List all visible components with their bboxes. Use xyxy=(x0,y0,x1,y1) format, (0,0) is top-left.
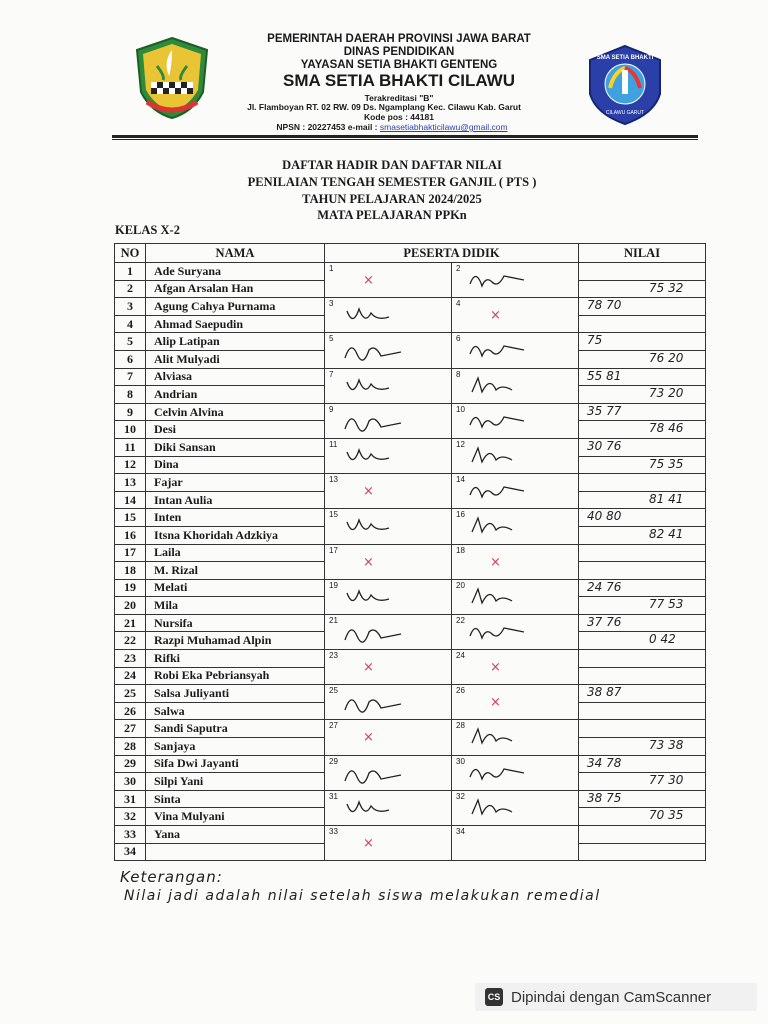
score-cell xyxy=(579,632,706,650)
handwritten-score: 37 76 xyxy=(587,614,622,629)
signature-cell-number: 9 xyxy=(329,404,334,414)
student-name: Sifa Dwi Jayanti xyxy=(146,755,325,773)
signature-cell-number: 18 xyxy=(456,545,465,555)
signature-cell-number: 11 xyxy=(329,439,338,449)
signature-cell xyxy=(325,474,452,509)
signature-cell xyxy=(452,474,579,509)
letterhead-postcode: Kode pos : 44181 xyxy=(364,112,434,122)
signature-cell xyxy=(325,544,452,579)
row-number: 19 xyxy=(115,579,146,597)
row-number: 24 xyxy=(115,667,146,685)
letterhead-department: DINAS PENDIDIKAN xyxy=(343,46,455,58)
score-cell xyxy=(579,368,706,386)
score-cell xyxy=(579,474,706,492)
signature-icon xyxy=(341,407,405,435)
signature-icon xyxy=(341,618,405,646)
student-name: Laila xyxy=(146,544,325,562)
signature-icon xyxy=(341,583,405,611)
header-no: NO xyxy=(115,244,146,263)
signature-cell-number: 3 xyxy=(329,299,334,309)
letterhead-divider-thin xyxy=(112,139,698,140)
student-name: Alip Latipan xyxy=(146,333,325,351)
score-cell xyxy=(579,350,706,368)
letterhead-accreditation: Terakreditasi "B" xyxy=(364,93,434,103)
row-number: 7 xyxy=(115,368,146,386)
score-cell xyxy=(579,720,706,738)
signature-icon xyxy=(468,266,532,294)
student-name: Diki Sansan xyxy=(146,438,325,456)
letterhead-address: Jl. Flamboyan RT. 02 RW. 09 Ds. Ngamplang Kec. Cilawu Kab. Garut xyxy=(247,102,521,112)
student-name: Alviasa xyxy=(146,368,325,386)
table-row xyxy=(115,755,706,773)
handwritten-score: 30 76 xyxy=(587,438,622,453)
handwritten-score: 78 46 xyxy=(649,421,684,436)
score-cell xyxy=(579,790,706,808)
camscanner-text: Dipindai dengan CamScanner xyxy=(511,988,712,1006)
handwritten-score: 77 53 xyxy=(649,597,684,612)
signature-cell-number: 16 xyxy=(456,510,465,520)
row-number: 30 xyxy=(115,773,146,791)
absent-mark-icon: × xyxy=(490,695,501,711)
absent-mark-icon: × xyxy=(363,836,374,851)
camscanner-icon: CS xyxy=(485,988,503,1006)
student-name: M. Rizal xyxy=(146,562,325,580)
signature-cell-number: 6 xyxy=(456,334,461,344)
signature-cell xyxy=(452,579,579,614)
score-cell xyxy=(579,773,706,791)
class-label: KELAS X-2 xyxy=(115,223,180,237)
table-row xyxy=(115,509,706,527)
signature-cell xyxy=(325,579,452,614)
signature-cell-number: 10 xyxy=(456,404,465,414)
signature-cell xyxy=(452,544,579,579)
handwritten-score: 82 41 xyxy=(649,526,684,541)
score-cell xyxy=(579,597,706,615)
score-cell xyxy=(579,650,706,668)
keterangan-label: Keterangan: xyxy=(120,868,223,886)
signature-cell xyxy=(452,298,579,333)
signature-cell-number: 21 xyxy=(329,615,338,625)
signature-cell-number: 26 xyxy=(456,686,465,696)
absent-mark-icon: × xyxy=(363,554,374,570)
letterhead-contact xyxy=(8,122,768,132)
student-name xyxy=(146,843,325,861)
row-number: 14 xyxy=(115,491,146,509)
doc-title-line1: DAFTAR HADIR DAN DAFTAR NILAI xyxy=(282,158,502,172)
row-number: 1 xyxy=(115,263,146,281)
signature-icon xyxy=(341,759,405,787)
score-cell xyxy=(579,456,706,474)
score-cell xyxy=(579,738,706,756)
signature-cell xyxy=(452,826,579,861)
student-name: Ade Suryana xyxy=(146,263,325,281)
row-number: 10 xyxy=(115,421,146,439)
letterhead-school-name: SMA SETIA BHAKTI CILAWU xyxy=(282,71,515,90)
row-number: 5 xyxy=(115,333,146,351)
signature-icon xyxy=(468,583,532,611)
signature-icon xyxy=(341,512,405,540)
npsn-label: NPSN : 20227453 e-mail : xyxy=(276,122,380,132)
handwritten-score: 35 77 xyxy=(587,403,622,418)
signature-icon xyxy=(468,759,532,787)
signature-cell xyxy=(452,333,579,368)
score-cell xyxy=(579,298,706,316)
doc-title-line3: TAHUN PELAJARAN 2024/2025 xyxy=(302,192,482,206)
student-name: Itsna Khoridah Adzkiya xyxy=(146,526,325,544)
letterhead-government: PEMERINTAH DAERAH PROVINSI JAWA BARAT xyxy=(267,33,531,45)
keterangan-text: Nilai jadi adalah nilai setelah siswa melakukan remedial xyxy=(124,888,601,904)
table-row xyxy=(115,544,706,562)
row-number: 8 xyxy=(115,386,146,404)
absent-mark-icon: × xyxy=(363,484,374,500)
student-name: Nursifa xyxy=(146,614,325,632)
row-number: 12 xyxy=(115,456,146,474)
signature-cell-number: 25 xyxy=(329,686,338,696)
signature-cell xyxy=(325,755,452,790)
signature-cell xyxy=(325,614,452,649)
signature-cell xyxy=(325,403,452,438)
signature-cell-number: 20 xyxy=(456,580,465,590)
row-number: 29 xyxy=(115,755,146,773)
score-cell xyxy=(579,333,706,351)
student-name: Yana xyxy=(146,826,325,844)
signature-cell-number: 19 xyxy=(329,580,338,590)
logo-right-bottom-text: CILAWU GARUT xyxy=(605,110,645,116)
signature-cell-number: 2 xyxy=(456,264,461,273)
row-number: 33 xyxy=(115,826,146,844)
signature-cell-number: 28 xyxy=(456,721,465,731)
signature-cell xyxy=(325,263,452,298)
handwritten-score: 81 41 xyxy=(649,491,684,506)
handwritten-score: 73 38 xyxy=(649,738,684,753)
student-name: Salwa xyxy=(146,702,325,720)
score-cell xyxy=(579,438,706,456)
table-row xyxy=(115,650,706,668)
score-cell xyxy=(579,280,706,298)
row-number: 9 xyxy=(115,403,146,421)
handwritten-score: 75 35 xyxy=(649,456,684,471)
signature-cell xyxy=(325,368,452,403)
row-number: 16 xyxy=(115,526,146,544)
header-peserta: PESERTA DIDIK xyxy=(325,244,579,263)
table-row xyxy=(115,720,706,738)
signature-cell xyxy=(452,720,579,755)
logo-right-top-text: SMA SETIA BHAKTI xyxy=(596,55,654,61)
student-name: Agung Cahya Purnama xyxy=(146,298,325,316)
signature-cell xyxy=(325,685,452,720)
row-number: 2 xyxy=(115,280,146,298)
student-name: Afgan Arsalan Han xyxy=(146,280,325,298)
signature-icon xyxy=(468,442,532,470)
row-number: 15 xyxy=(115,509,146,527)
handwritten-score: 75 xyxy=(587,333,603,348)
signature-cell-number: 4 xyxy=(456,299,461,309)
signature-cell xyxy=(325,438,452,473)
signature-cell xyxy=(325,509,452,544)
email-link[interactable]: smasetiabhakticilawu@gmail.com xyxy=(379,122,508,132)
row-number: 11 xyxy=(115,438,146,456)
student-name: Mila xyxy=(146,597,325,615)
signature-cell xyxy=(325,790,452,825)
letterhead-divider xyxy=(112,135,698,138)
signature-icon xyxy=(468,794,532,822)
absent-mark-icon: × xyxy=(490,308,501,324)
signature-cell-number: 30 xyxy=(456,756,465,766)
table-row xyxy=(115,333,706,351)
score-cell xyxy=(579,826,706,844)
student-name: Robi Eka Pebriansyah xyxy=(146,667,325,685)
signature-cell-number: 13 xyxy=(329,475,338,485)
signature-icon xyxy=(341,794,405,822)
row-number: 18 xyxy=(115,562,146,580)
student-name: Vina Mulyani xyxy=(146,808,325,826)
row-number: 20 xyxy=(115,597,146,615)
row-number: 21 xyxy=(115,614,146,632)
signature-cell-number: 32 xyxy=(456,791,465,801)
signature-cell xyxy=(452,509,579,544)
score-cell xyxy=(579,562,706,580)
score-cell xyxy=(579,579,706,597)
signature-cell-number: 31 xyxy=(329,791,338,801)
score-cell xyxy=(579,843,706,861)
score-cell xyxy=(579,614,706,632)
handwritten-score: 73 20 xyxy=(649,386,684,401)
signature-cell xyxy=(325,333,452,368)
table-row xyxy=(115,474,706,492)
signature-cell-number: 1 xyxy=(329,264,334,273)
score-cell xyxy=(579,685,706,703)
signature-cell xyxy=(452,263,579,298)
table-row xyxy=(115,790,706,808)
student-name: Celvin Alvina xyxy=(146,403,325,421)
handwritten-score: 70 35 xyxy=(649,808,684,823)
score-cell xyxy=(579,491,706,509)
student-name: Sinta xyxy=(146,790,325,808)
handwritten-score: 55 81 xyxy=(587,368,622,383)
row-number: 26 xyxy=(115,702,146,720)
letterhead-foundation: YAYASAN SETIA BHAKTI GENTENG xyxy=(300,59,498,71)
signature-icon xyxy=(468,618,532,646)
absent-mark-icon: × xyxy=(363,660,374,676)
signature-cell xyxy=(452,438,579,473)
table-row xyxy=(115,579,706,597)
student-name: Intan Aulia xyxy=(146,491,325,509)
row-number: 4 xyxy=(115,315,146,333)
signature-icon xyxy=(468,372,532,400)
signature-icon xyxy=(341,372,405,400)
row-number: 13 xyxy=(115,474,146,492)
handwritten-score: 76 20 xyxy=(649,350,684,365)
student-name: Dina xyxy=(146,456,325,474)
signature-cell-number: 33 xyxy=(329,827,338,836)
handwritten-score: 34 78 xyxy=(587,755,622,770)
handwritten-score: 24 76 xyxy=(587,579,622,594)
score-cell xyxy=(579,509,706,527)
table-header-row xyxy=(115,244,706,263)
handwritten-score: 0 42 xyxy=(649,632,676,647)
signature-icon xyxy=(468,512,532,540)
signature-cell xyxy=(325,720,452,755)
table-row xyxy=(115,438,706,456)
signature-cell xyxy=(452,368,579,403)
table-row xyxy=(115,368,706,386)
student-name: Razpi Muhamad Alpin xyxy=(146,632,325,650)
row-number: 34 xyxy=(115,843,146,861)
signature-cell-number: 7 xyxy=(329,369,334,379)
row-number: 17 xyxy=(115,544,146,562)
signature-cell xyxy=(325,298,452,333)
score-cell xyxy=(579,526,706,544)
student-name: Alit Mulyadi xyxy=(146,350,325,368)
handwritten-score: 75 32 xyxy=(649,280,684,295)
signature-cell-number: 8 xyxy=(456,369,461,379)
signature-icon xyxy=(341,301,405,329)
row-number: 25 xyxy=(115,685,146,703)
doc-title-line4: MATA PELAJARAN PPKn xyxy=(317,208,467,222)
signature-cell-number: 12 xyxy=(456,439,465,449)
signature-icon xyxy=(468,336,532,364)
signature-icon xyxy=(341,442,405,470)
signature-icon xyxy=(468,723,532,751)
row-number: 22 xyxy=(115,632,146,650)
attendance-table xyxy=(114,243,706,861)
score-cell xyxy=(579,667,706,685)
doc-title-line2: PENILAIAN TENGAH SEMESTER GANJIL ( PTS ) xyxy=(247,175,537,189)
score-cell xyxy=(579,702,706,720)
table-row xyxy=(115,298,706,316)
absent-mark-icon: × xyxy=(490,554,501,570)
handwritten-score: 78 70 xyxy=(587,298,622,313)
row-number: 27 xyxy=(115,720,146,738)
signature-cell-number: 29 xyxy=(329,756,338,766)
score-cell xyxy=(579,755,706,773)
score-cell xyxy=(579,263,706,281)
signature-cell xyxy=(452,403,579,438)
row-number: 28 xyxy=(115,738,146,756)
student-name: Fajar xyxy=(146,474,325,492)
table-row xyxy=(115,263,706,281)
row-number: 6 xyxy=(115,350,146,368)
absent-mark-icon: × xyxy=(490,660,501,676)
signature-cell xyxy=(452,755,579,790)
student-name: Salsa Juliyanti xyxy=(146,685,325,703)
student-name: Andrian xyxy=(146,386,325,404)
signature-icon xyxy=(468,477,532,505)
signature-cell xyxy=(452,685,579,720)
student-name: Sandi Saputra xyxy=(146,720,325,738)
table-row xyxy=(115,826,706,844)
header-nilai: NILAI xyxy=(579,244,706,263)
score-cell xyxy=(579,808,706,826)
student-name: Sanjaya xyxy=(146,738,325,756)
row-number: 31 xyxy=(115,790,146,808)
table-row xyxy=(115,403,706,421)
table-row xyxy=(115,614,706,632)
signature-cell xyxy=(452,614,579,649)
handwritten-score: 77 30 xyxy=(649,773,684,788)
camscanner-watermark xyxy=(475,983,757,1011)
signature-cell-number: 27 xyxy=(329,721,338,731)
signature-cell-number: 24 xyxy=(456,651,465,661)
student-name: Inten xyxy=(146,509,325,527)
score-cell xyxy=(579,315,706,333)
student-name: Desi xyxy=(146,421,325,439)
signature-cell-number: 22 xyxy=(456,615,465,625)
signature-cell xyxy=(325,826,452,861)
handwritten-score: 38 87 xyxy=(587,685,622,700)
signature-icon xyxy=(468,407,532,435)
score-cell xyxy=(579,403,706,421)
score-cell xyxy=(579,386,706,404)
signature-cell-number: 34 xyxy=(456,827,465,836)
signature-cell-number: 23 xyxy=(329,651,338,661)
absent-mark-icon: × xyxy=(363,730,374,746)
score-cell xyxy=(579,544,706,562)
row-number: 3 xyxy=(115,298,146,316)
student-name: Silpi Yani xyxy=(146,773,325,791)
student-name: Ahmad Saepudin xyxy=(146,315,325,333)
student-name: Melati xyxy=(146,579,325,597)
signature-cell-number: 17 xyxy=(329,545,338,555)
student-name: Rifki xyxy=(146,650,325,668)
signature-cell-number: 15 xyxy=(329,510,338,520)
handwritten-score: 38 75 xyxy=(587,790,622,805)
signature-cell-number: 5 xyxy=(329,334,334,344)
signature-icon xyxy=(341,336,405,364)
signature-cell-number: 14 xyxy=(456,475,465,485)
signature-cell xyxy=(452,650,579,685)
header-nama: NAMA xyxy=(146,244,325,263)
signature-cell xyxy=(452,790,579,825)
row-number: 32 xyxy=(115,808,146,826)
table-row xyxy=(115,685,706,703)
score-cell xyxy=(579,421,706,439)
handwritten-score: 40 80 xyxy=(587,509,622,524)
row-number: 23 xyxy=(115,650,146,668)
signature-icon xyxy=(341,688,405,716)
signature-cell xyxy=(325,650,452,685)
absent-mark-icon: × xyxy=(363,273,374,288)
